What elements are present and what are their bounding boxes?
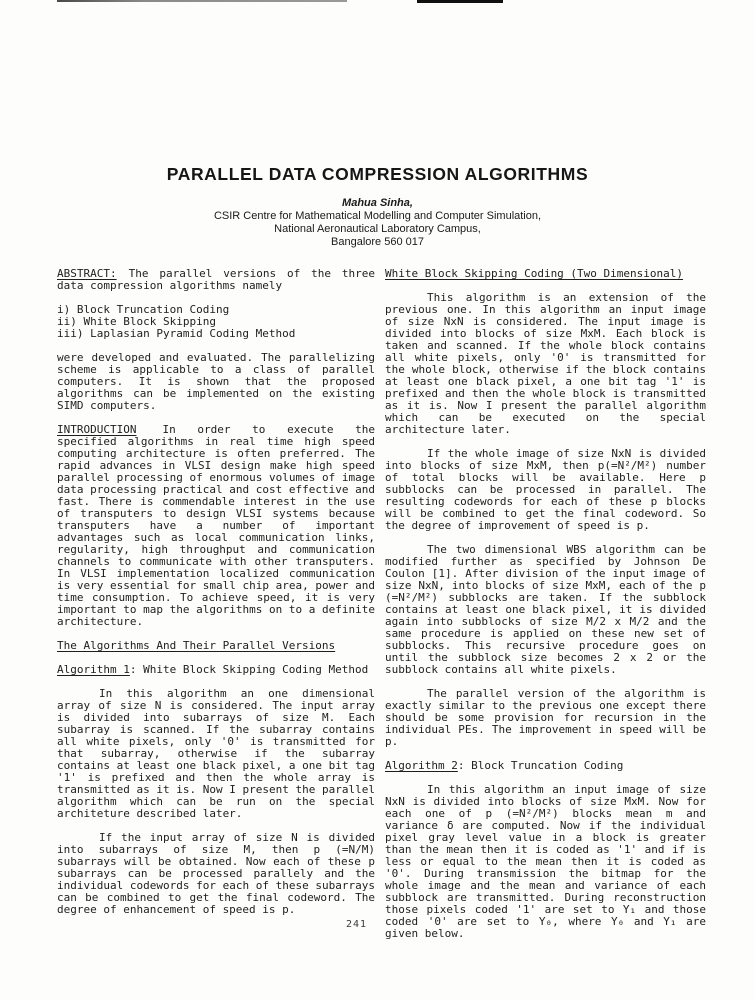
- algorithm1-label: Algorithm 1: [57, 663, 130, 676]
- wbs2d-paragraph-1: This algorithm is an extension of the previous one. In this algorithm an input image of size NxN is considered. The input image is divided into blocks of size MxM. Each block is taken and scanned. If the whole block contains all white pixels, only '0' is transmitted for the whole block, otherwise if the block contains at least one black pixel, a one bit tag '1' is prefixed and then the whole block is transmitted as it is. Now I present the parallel algorithm which can be executed on the special architecture later.: [385, 291, 706, 436]
- scan-artifact-line-right: [417, 0, 503, 3]
- algorithm1-title: : White Block Skipping Coding Method: [129, 663, 369, 676]
- abstract-conclusion-paragraph: were developed and evaluated. The parallelizing scheme is applicable to a class of parallel computers. It is shown that the proposed algorithms can be implemented on the existing SIMD computers.: [57, 351, 375, 412]
- title-block: [0, 164, 755, 249]
- abstract-intro-text: The parallel versions of the three data compression algorithms namely: [57, 267, 375, 292]
- list-item-wbs: ii) White Block Skipping: [57, 315, 216, 328]
- algorithm2-paragraph-1: In this algorithm an input image of size NxN is divided into blocks of size MxM. Now for each one of p (=N²/M²) blocks mean m and variance δ are computed. Now if the individual pixel gray level value in a block is greater than the mean then it is coded as '1' and if is less or equal to the mean then it is coded as '0'. During transmission the bitmap for the whole image and the mean and variance of each subblock are transmitted. During reconstruction those pixels coded '1' are set to Y₁ and those coded '0' are set to Y₀, where Y₀ and Y₁ are given below.: [385, 783, 706, 940]
- wbs2d-paragraph-2: If the whole image of size NxN is divided into blocks of size MxM, then p(=N²/M²) number of total blocks will be available. Here p subblocks can be processed in parallel. The resulting codewords for each of these p blocks will be combined to get the final codeword. So the degree of improvement of speed is p.: [385, 447, 706, 532]
- algorithm1-paragraph-2: If the input array of size N is divided into subarrays of size M, then p (=N/M) subarrays will be obtained. Now each of these p subarrays can be processed parallely and the individual codewords for each of these subarrays can be combined to get the final codeword. The degree of enhancement of speed is p.: [57, 831, 375, 916]
- list-item-btc: i) Block Truncation Coding: [57, 303, 230, 316]
- algorithm1-heading: [57, 664, 375, 676]
- algorithm2-heading: [385, 760, 706, 772]
- section-heading-algorithms: The Algorithms And Their Parallel Versions: [57, 639, 336, 652]
- page-number: 241: [346, 919, 368, 930]
- wbs2d-paragraph-4: The parallel version of the algorithm is exactly similar to the previous one except there should be some provision for recursion in the individual PEs. The improvement in speed will be p.: [385, 687, 706, 748]
- paper-title: PARALLEL DATA COMPRESSION ALGORITHMS: [166, 164, 589, 184]
- introduction-heading: INTRODUCTION: [57, 423, 137, 436]
- wbs2d-paragraph-3: The two dimensional WBS algorithm can be modified further as specified by Johnson De Coulon [1]. After division of the input image of size NxN, into blocks of size MxM, each of the p (=N²/M²) subblocks are taken. If the subblock contains at least one black pixel, it is divided again into subblocks of size M/2 x M/2 and the same procedure is applied on these new set of subblocks. This recursive procedure goes on until the subblock size becomes 2 x 2 or the subblock contains all white pixels.: [385, 543, 706, 676]
- algorithm1-paragraph-1: In this algorithm an one dimensional array of size N is considered. The input array is divided into subarrays of size M. Each subarray is scanned. If the subarray contains all white pixels, only '0' is transmitted for that subarray, otherwise if the subarray contains at least one black pixel, a one bit tag '1' is prefixed and then the whole array is transmitted as it is. Now I present the parallel algorithm which can be run on the special architeture described later.: [57, 687, 375, 820]
- introduction-text: In order to execute the specified algorithms in real time high speed computing architecture is often preferred. The rapid advances in VLSI design make high speed parallel processing of enormous volumes of image data processing practical and cost effective and fast. There is commendable interest in the use of transputers to design VLSI systems because transputers have a number of important advantages such as local communication links, regularity, high throughput and communication channels to communicate with other transputers. In VLSI implementation localized communication is very essential for small chip area, power and time consumption. To achieve speed, it is very important to map the algorithms on to a definite architecture.: [57, 423, 375, 628]
- affiliation-line-3: Bangalore 560 017: [331, 236, 424, 248]
- algorithm2-label: Algorithm 2: [385, 759, 458, 772]
- author-name: Mahua Sinha,: [342, 197, 413, 209]
- affiliation-line-2: National Aeronautical Laboratory Campus,: [274, 223, 481, 235]
- affiliation-line-1: CSIR Centre for Mathematical Modelling and Computer Simulation,: [213, 210, 542, 222]
- introduction-paragraph: [57, 424, 375, 628]
- scan-artifact-line-left: [57, 0, 347, 2]
- abstract-paragraph: [57, 268, 375, 292]
- abstract-heading: ABSTRACT:: [57, 267, 117, 280]
- wbs2d-heading: White Block Skipping Coding (Two Dimensional): [385, 267, 684, 280]
- right-column: [385, 268, 706, 952]
- list-item-lpc: iii) Laplasian Pyramid Coding Method: [57, 327, 296, 340]
- algorithm2-title: : Block Truncation Coding: [457, 759, 624, 772]
- left-column: [57, 268, 375, 928]
